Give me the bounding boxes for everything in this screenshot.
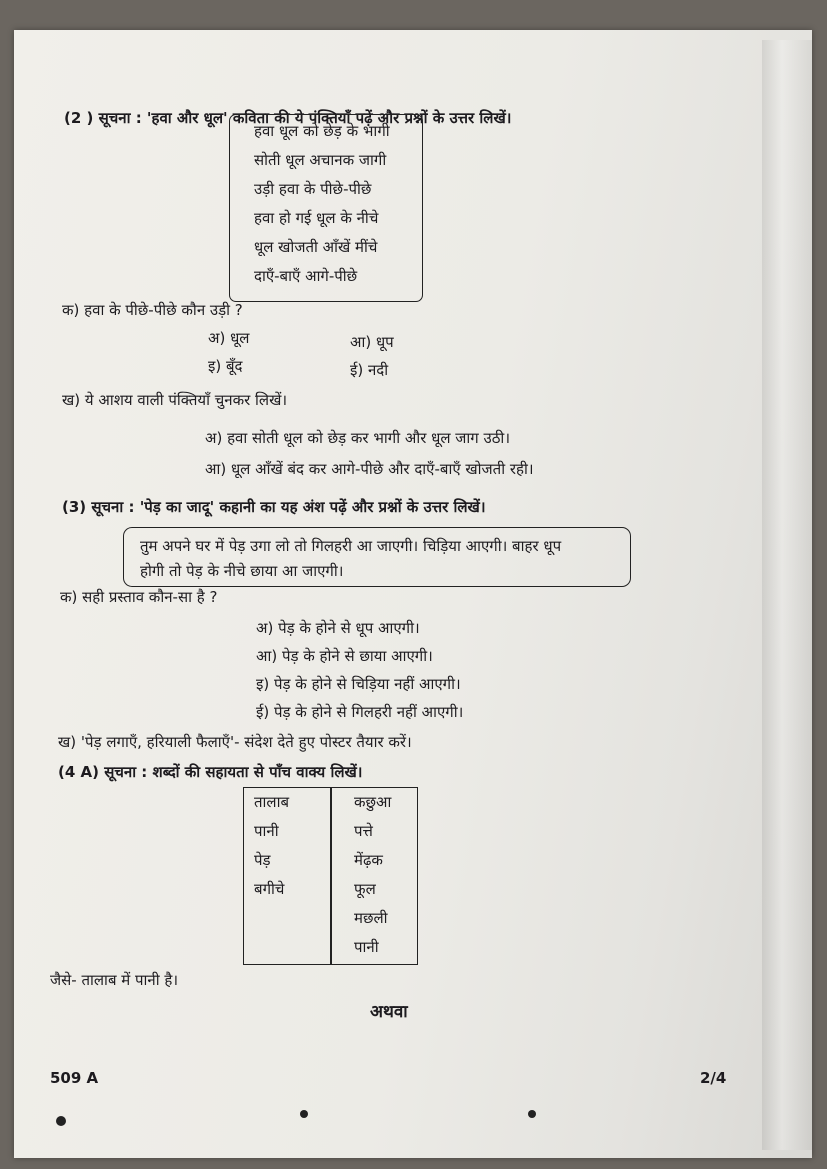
q3a-option: अ) पेड़ के होने से धूप आएगी।	[256, 619, 420, 637]
word-cell: मछली	[354, 909, 388, 927]
poem-line: सोती धूल अचानक जागी	[254, 151, 387, 169]
q3-heading: (3) सूचना : 'पेड़ का जादू' कहानी का यह अंश पढ़ें और प्रश्नों के उत्तर लिखें।	[62, 498, 486, 516]
punch-hole	[528, 1110, 536, 1118]
q4-example: जैसे- तालाब में पानी है।	[50, 971, 179, 989]
table-divider	[330, 788, 332, 964]
q2b-line: आ) धूल आँखें बंद कर आगे-पीछे और दाएँ-बाएँ खोजती रही।	[205, 460, 534, 478]
poem-line: हवा हो गई धूल के नीचे	[254, 209, 379, 227]
poem-line: उड़ी हवा के पीछे-पीछे	[254, 180, 372, 198]
q2a-option: ई) नदी	[350, 361, 389, 379]
q2a-question: क) हवा के पीछे-पीछे कौन उड़ी ?	[62, 301, 243, 319]
q2a-option: अ) धूल	[208, 329, 250, 347]
passage-box	[123, 527, 631, 587]
word-cell: फूल	[354, 880, 376, 898]
q3a-option: आ) पेड़ के होने से छाया आएगी।	[256, 647, 433, 665]
q4-heading: (4 A) सूचना : शब्दों की सहायता से पाँच वाक्य लिखें।	[58, 763, 363, 781]
poem-line: दाएँ-बाएँ आगे-पीछे	[254, 267, 358, 285]
passage-line: होगी तो पेड़ के नीचे छाया आ जाएगी।	[140, 562, 344, 580]
q3a-question: क) सही प्रस्ताव कौन-सा है ?	[60, 588, 218, 606]
q3a-option: ई) पेड़ के होने से गिलहरी नहीं आएगी।	[256, 703, 464, 721]
q3b-question: ख) 'पेड़ लगाएँ, हरियाली फैलाएँ'- संदेश देते हुए पोस्टर तैयार करें।	[58, 733, 412, 751]
page-fold-shadow	[762, 40, 812, 1150]
q2b-question: ख) ये आशय वाली पंक्तियाँ चुनकर लिखें।	[62, 391, 288, 409]
word-cell: तालाब	[254, 793, 290, 811]
punch-hole	[56, 1116, 66, 1126]
punch-hole	[300, 1110, 308, 1118]
q2a-option: इ) बूँद	[208, 357, 243, 375]
passage-line: तुम अपने घर में पेड़ उगा लो तो गिलहरी आ जाएगी। चिड़िया आएगी। बाहर धूप	[140, 537, 562, 555]
word-cell: पत्ते	[354, 822, 373, 840]
word-cell: कछुआ	[354, 793, 392, 811]
q2a-option: आ) धूप	[350, 333, 394, 351]
word-table	[243, 787, 418, 965]
word-cell: मेंढ़क	[354, 851, 383, 869]
paper-code: 509 A	[50, 1069, 99, 1087]
word-cell: बगीचे	[254, 880, 285, 898]
or-label: अथवा	[370, 1002, 408, 1022]
word-cell: पानी	[254, 822, 279, 840]
word-cell: पेड़	[254, 851, 271, 869]
poem-line: धूल खोजती आँखें मींचे	[254, 238, 378, 256]
page-number: 2/4	[700, 1069, 727, 1087]
q3a-option: इ) पेड़ के होने से चिड़िया नहीं आएगी।	[256, 675, 461, 693]
q2-heading: (2 ) सूचना : 'हवा और धूल' कविता की ये पंक्तियाँ पढ़ें और प्रश्नों के उत्तर लिखें।	[64, 109, 512, 127]
q2b-line: अ) हवा सोती धूल को छेड़ कर भागी और धूल जाग उठी।	[205, 429, 511, 447]
poem-box	[229, 114, 423, 302]
poem-line: हवा धूल को छेड़ के भागी	[254, 122, 390, 140]
word-cell: पानी	[354, 938, 379, 956]
